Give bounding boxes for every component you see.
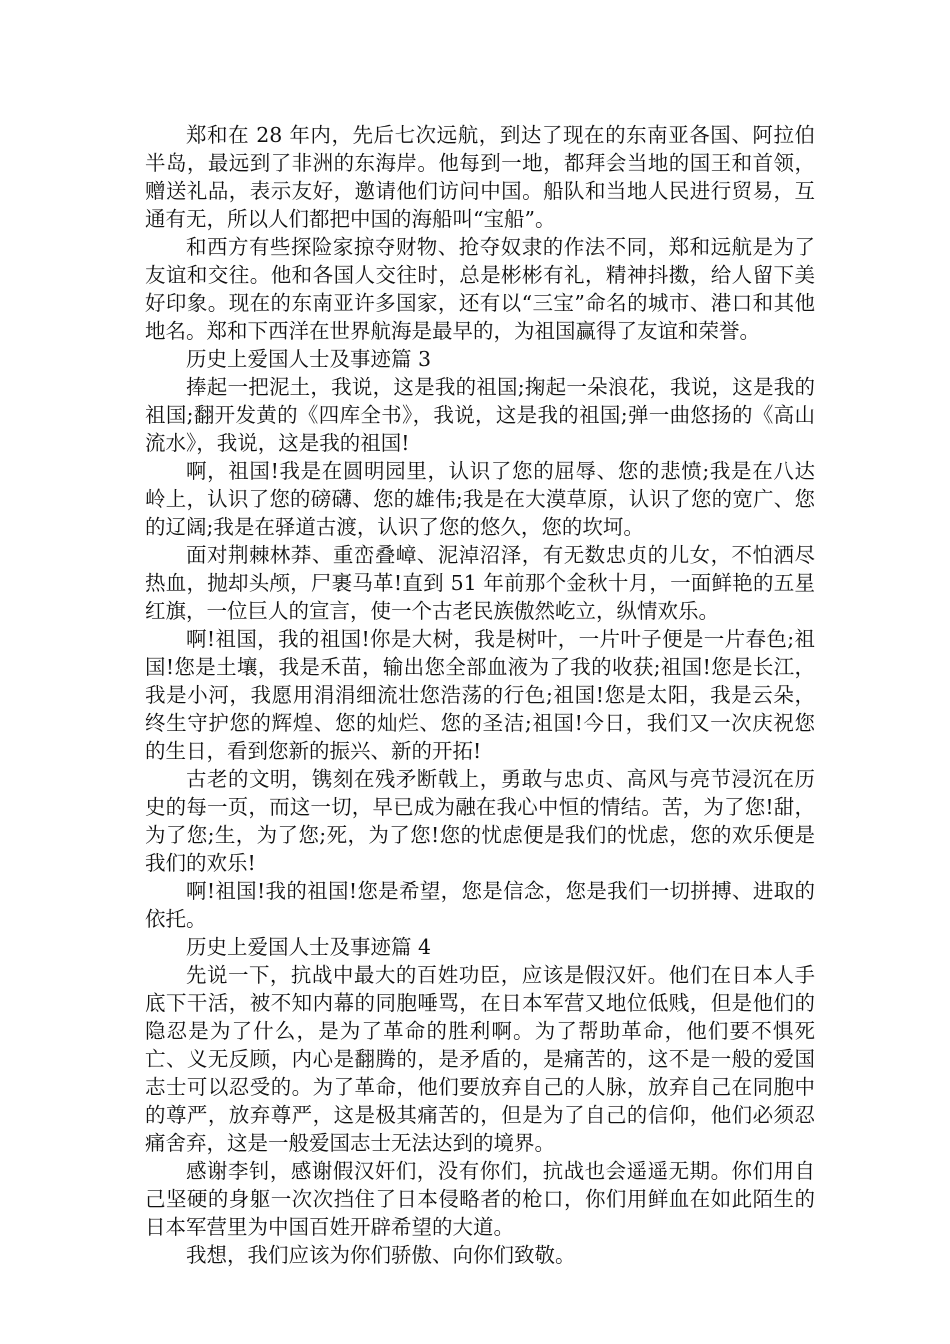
paragraph: 古老的文明，镌刻在残矛断戟上，勇敢与忠贞、高风与亮节浸沉在历史的每一页，而这一切，早已成为融在我心中恒的情结。苦，为了您!甜，为了您;生，为了您;死，为了您!您的忧虑便是我们的忧虑，您的欢乐便是我们的欢乐! xyxy=(145,767,815,875)
paragraph: 啊!祖国!我的祖国!您是希望，您是信念，您是我们一切拼搏、进取的依托。 xyxy=(145,879,815,931)
paragraph: 先说一下，抗战中最大的百姓功臣，应该是假汉奸。他们在日本人手底下干活，被不知内幕的同胞唾骂，在日本军营又地位低贱，但是他们的隐忍是为了什么，是为了革命的胜利啊。为了帮助革命，他们要不惧死亡、义无反顾，内心是翻腾的，是矛盾的，是痛苦的，这不是一般的爱国志士可以忍受的。为了革命，他们要放弃自己的人脉，放弃自己在同胞中的尊严，放弃尊严，这是极其痛苦的，但是为了自己的信仰，他们必须忍痛舍弃，这是一般爱国志士无法达到的境界。 xyxy=(145,963,815,1155)
paragraph: 感谢李钊，感谢假汉奸们，没有你们，抗战也会遥遥无期。你们用自己坚硬的身躯一次次挡住了日本侵略者的枪口，你们用鲜血在如此陌生的日本军营里为中国百姓开辟希望的大道。 xyxy=(145,1159,815,1239)
paragraph: 捧起一把泥土，我说，这是我的祖国;掬起一朵浪花，我说，这是我的祖国;翻开发黄的《四库全书》，我说，这是我的祖国;弹一曲悠扬的《高山流水》，我说，这是我的祖国! xyxy=(145,375,815,455)
paragraph: 郑和在 28 年内，先后七次远航，到达了现在的东南亚各国、阿拉伯半岛，最远到了非洲的东海岸。他每到一地，都拜会当地的国王和首领，赠送礼品，表示友好，邀请他们访问中国。船队和当地人民进行贸易，互通有无，所以人们都把中国的海船叫“宝船”。 xyxy=(145,123,815,231)
paragraph: 面对荆棘林莽、重峦叠嶂、泥淖沼泽，有无数忠贞的儿女，不怕洒尽热血，抛却头颅，尸裹马革!直到 51 年前那个金秋十月，一面鲜艳的五星红旗，一位巨人的宣言，使一个古老民族傲然屹立，纵情欢乐。 xyxy=(145,543,815,623)
document-page xyxy=(145,121,815,1269)
section-heading: 历史上爱国人士及事迹篇 3 xyxy=(186,347,432,371)
section-heading: 历史上爱国人士及事迹篇 4 xyxy=(186,935,432,959)
paragraph: 啊!祖国，我的祖国!你是大树，我是树叶，一片叶子便是一片春色;祖国!您是土壤，我是禾苗，输出您全部血液为了我的收获;祖国!您是长江，我是小河，我愿用涓涓细流壮您浩荡的行色;祖国!您是太阳，我是云朵，终生守护您的辉煌、您的灿烂、您的圣洁;祖国!今日，我们又一次庆祝您的生日，看到您新的振兴、新的开拓! xyxy=(145,627,815,763)
paragraph: 和西方有些探险家掠夺财物、抢夺奴隶的作法不同，郑和远航是为了友谊和交往。他和各国人交往时，总是彬彬有礼，精神抖擞，给人留下美好印象。现在的东南亚许多国家，还有以“三宝”命名的城市、港口和其他地名。郑和下西洋在世界航海是最早的，为祖国赢得了友谊和荣誉。 xyxy=(145,235,815,343)
paragraph: 我想，我们应该为你们骄傲、向你们致敬。 xyxy=(186,1243,576,1267)
paragraph: 啊，祖国!我是在圆明园里，认识了您的屈辱、您的悲愤;我是在八达岭上，认识了您的磅礴、您的雄伟;我是在大漠草原，认识了您的宽广、您的辽阔;我是在驿道古渡，认识了您的悠久，您的坎坷。 xyxy=(145,459,815,539)
